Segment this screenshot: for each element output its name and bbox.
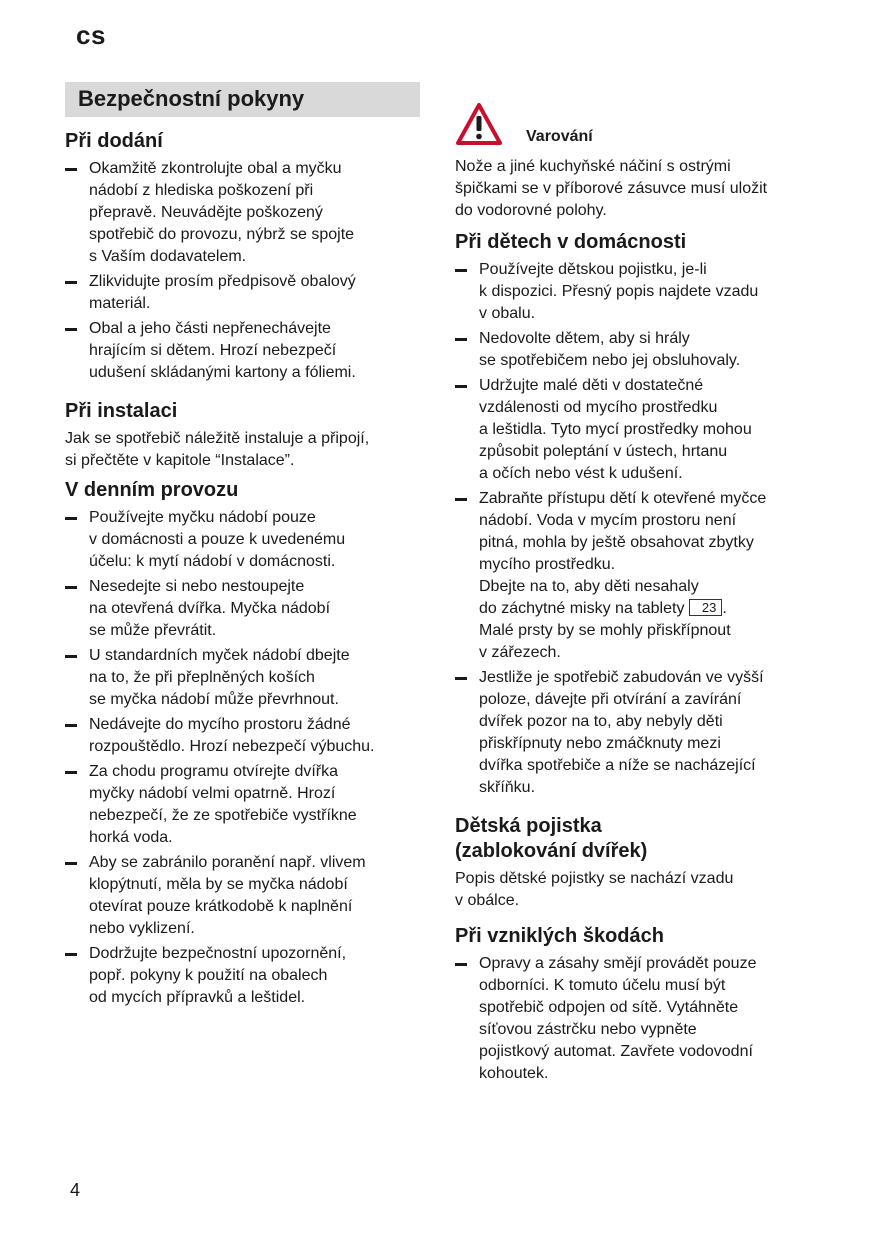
- text-line: účelu: k mytí nádobí v domácnosti.: [89, 553, 336, 570]
- list-item: [65, 852, 420, 940]
- section-heading-installation: Při instalaci: [65, 400, 178, 422]
- list-item: [65, 576, 420, 642]
- text-line: Jak se spotřebič náležitě instaluje a připojí,: [65, 430, 370, 447]
- warning-label: Varování: [526, 128, 593, 145]
- text-line: přiskřípnuty nebo zmáčknuty mezi: [479, 735, 721, 752]
- text-line: Okamžitě zkontrolujte obal a myčku: [89, 160, 342, 177]
- text-line: Nedávejte do mycího prostoru žádné: [89, 716, 351, 733]
- text-line: Zlikvidujte prosím předpisově obalový: [89, 273, 356, 290]
- warning-triangle-icon: [455, 102, 503, 146]
- text-line: spotřebič odpojen od sítě. Vytáhněte: [479, 999, 739, 1016]
- text-line: klopýtnutí, měla by se myčka nádobí: [89, 876, 348, 893]
- text-line: Jestliže je spotřebič zabudován ve vyšší: [479, 669, 764, 686]
- text-line: Opravy a zásahy smějí provádět pouze: [479, 955, 757, 972]
- list-item: [65, 271, 420, 315]
- figure-reference-box: 23: [689, 599, 722, 616]
- text-line: si přečtěte v kapitole “Instalace”.: [65, 452, 295, 469]
- text-line: Zabraňte přístupu dětí k otevřené myčce: [479, 490, 767, 507]
- damage-list: [455, 953, 815, 1085]
- list-item: [65, 714, 420, 758]
- daily-use-list: [65, 507, 420, 1009]
- text-line: špičkami se v příborové zásuvce musí uložit: [455, 180, 768, 197]
- text-line: hrajícím si dětem. Hrozí nebezpečí: [89, 342, 337, 359]
- section-heading-children: Při dětech v domácnosti: [455, 231, 687, 253]
- list-item: [65, 645, 420, 711]
- text-line: dvířka spotřebiče a níže se nacházející: [479, 757, 756, 774]
- warning-text: [455, 156, 815, 222]
- text-line: síťovou zástrčku nebo vypněte: [479, 1021, 697, 1038]
- text-line: nádobí z hlediska poškození při: [89, 182, 314, 199]
- text-line: Za chodu programu otvírejte dvířka: [89, 763, 339, 780]
- text-line: v obalu.: [479, 305, 536, 322]
- text-line: Malé prsty by se mohly přiskřípnout: [479, 622, 731, 639]
- text-line: Používejte dětskou pojistku, je-li: [479, 261, 707, 278]
- text-line: k dispozici. Přesný popis najdete vzadu: [479, 283, 759, 300]
- list-item: [65, 943, 420, 1009]
- text-line: v domácnosti a pouze k uvedenému: [89, 531, 346, 548]
- text-line: nádobí. Voda v mycím prostoru není: [479, 512, 737, 529]
- children-item-access: [455, 488, 815, 664]
- children-item-2: [455, 328, 815, 372]
- section-heading-delivery: Při dodání: [65, 130, 163, 152]
- text-line: otevírat pouze krátkodobě k naplnění: [89, 898, 353, 915]
- text-line: a očích nebo vést k udušení.: [479, 465, 683, 482]
- text-line: nebezpečí, že ze spotřebiče vystříkne: [89, 807, 357, 824]
- list-item: [65, 158, 420, 268]
- text-line: Dodržujte bezpečnostní upozornění,: [89, 945, 347, 962]
- text-line: odborníci. K tomuto účelu musí být: [479, 977, 726, 994]
- text-line: do vodorovné polohy.: [455, 202, 607, 219]
- list-item: [65, 507, 420, 573]
- text-line: na otevřená dvířka. Myčka nádobí: [89, 600, 331, 617]
- text-line: Popis dětské pojistky se nachází vzadu: [455, 870, 734, 887]
- text-line: vzdálenosti od mycího prostředku: [479, 399, 718, 416]
- list-item: [65, 318, 420, 384]
- text-line: Nedovolte dětem, aby si hrály: [479, 330, 690, 347]
- text-line: skříňku.: [479, 779, 536, 796]
- text-line: způsobit poleptání v ústech, hrtanu: [479, 443, 728, 460]
- text-line: rozpouštědlo. Hrozí nebezpečí výbuchu.: [89, 738, 375, 755]
- section-heading-damage: Při vzniklých škodách: [455, 925, 664, 947]
- text-line: Nesedejte si nebo nestoupejte: [89, 578, 305, 595]
- text-line: se myčka nádobí může převrhnout.: [89, 691, 339, 708]
- language-code: cs: [76, 20, 106, 50]
- text-line: udušení skládanými kartony a fóliemi.: [89, 364, 356, 381]
- text-line: Obal a jeho části nepřenechávejte: [89, 320, 331, 337]
- text-line: od mycích přípravků a leštidel.: [89, 989, 306, 1006]
- text-line: na to, že při přeplněných koších: [89, 669, 315, 686]
- section-heading-daily-use: V denním provozu: [65, 479, 239, 501]
- page-title: Bezpečnostní pokyny: [65, 82, 420, 117]
- text-line: kohoutek.: [479, 1065, 549, 1082]
- child-lock-text: [455, 868, 815, 912]
- text-line: pojistkový automat. Zavřete vodovodní: [479, 1043, 753, 1060]
- right-column: [455, 82, 815, 1088]
- children-list: [455, 259, 815, 799]
- children-item-3: [455, 375, 815, 485]
- text-line: a leštidla. Tyto mycí prostředky mohou: [479, 421, 752, 438]
- text-line: v obálce.: [455, 892, 520, 909]
- children-item-built-in: [455, 667, 815, 799]
- text-line: horká voda.: [89, 829, 173, 846]
- text-line: myčky nádobí velmi opatrně. Hrozí: [89, 785, 336, 802]
- text-line: materiál.: [89, 295, 151, 312]
- list-item: [455, 953, 815, 1085]
- text-line: Nože a jiné kuchyňské náčiní s ostrými: [455, 158, 731, 175]
- text-line: se spotřebičem nebo jej obsluhovaly.: [479, 352, 741, 369]
- text-line: mycího prostředku.: [479, 556, 616, 573]
- list-item: [65, 761, 420, 849]
- text-line: v zářezech.: [479, 644, 561, 661]
- text-line: pitná, mohla by ještě obsahovat zbytky: [479, 534, 754, 551]
- text-line: s Vaším dodavatelem.: [89, 248, 247, 265]
- text-line: Aby se zabránilo poranění např. vlivem: [89, 854, 366, 871]
- section-heading-child-lock: Dětská pojistka (zablokování dvířek): [455, 815, 648, 862]
- text-line: přepravě. Neuvádějte poškozený: [89, 204, 323, 221]
- text-line: Používejte myčku nádobí pouze: [89, 509, 316, 526]
- text-line: nebo vyklizení.: [89, 920, 195, 937]
- installation-text: [65, 428, 420, 472]
- left-column: [65, 82, 420, 1012]
- text-line: Dbejte na to, aby děti nesahaly: [479, 578, 699, 595]
- text-line: Udržujte malé děti v dostatečné: [479, 377, 704, 394]
- text-line: poloze, dávejte při otvírání a zavírání: [479, 691, 742, 708]
- children-item-1: [455, 259, 815, 325]
- text-line: popř. pokyny k použití na obalech: [89, 967, 328, 984]
- text-line: dvířek pozor na to, aby nebyly děti: [479, 713, 723, 730]
- delivery-list: [65, 158, 420, 384]
- text-line: U standardních myček nádobí dbejte: [89, 647, 350, 664]
- page-number: 4: [70, 1180, 81, 1200]
- warning-box: [455, 96, 815, 146]
- text-line: spotřebič do provozu, nýbrž se spojte: [89, 226, 355, 243]
- tablet-tray-reference-line: do záchytné misky na tablety 23 .: [479, 600, 727, 617]
- text-line: se může převrátit.: [89, 622, 217, 639]
